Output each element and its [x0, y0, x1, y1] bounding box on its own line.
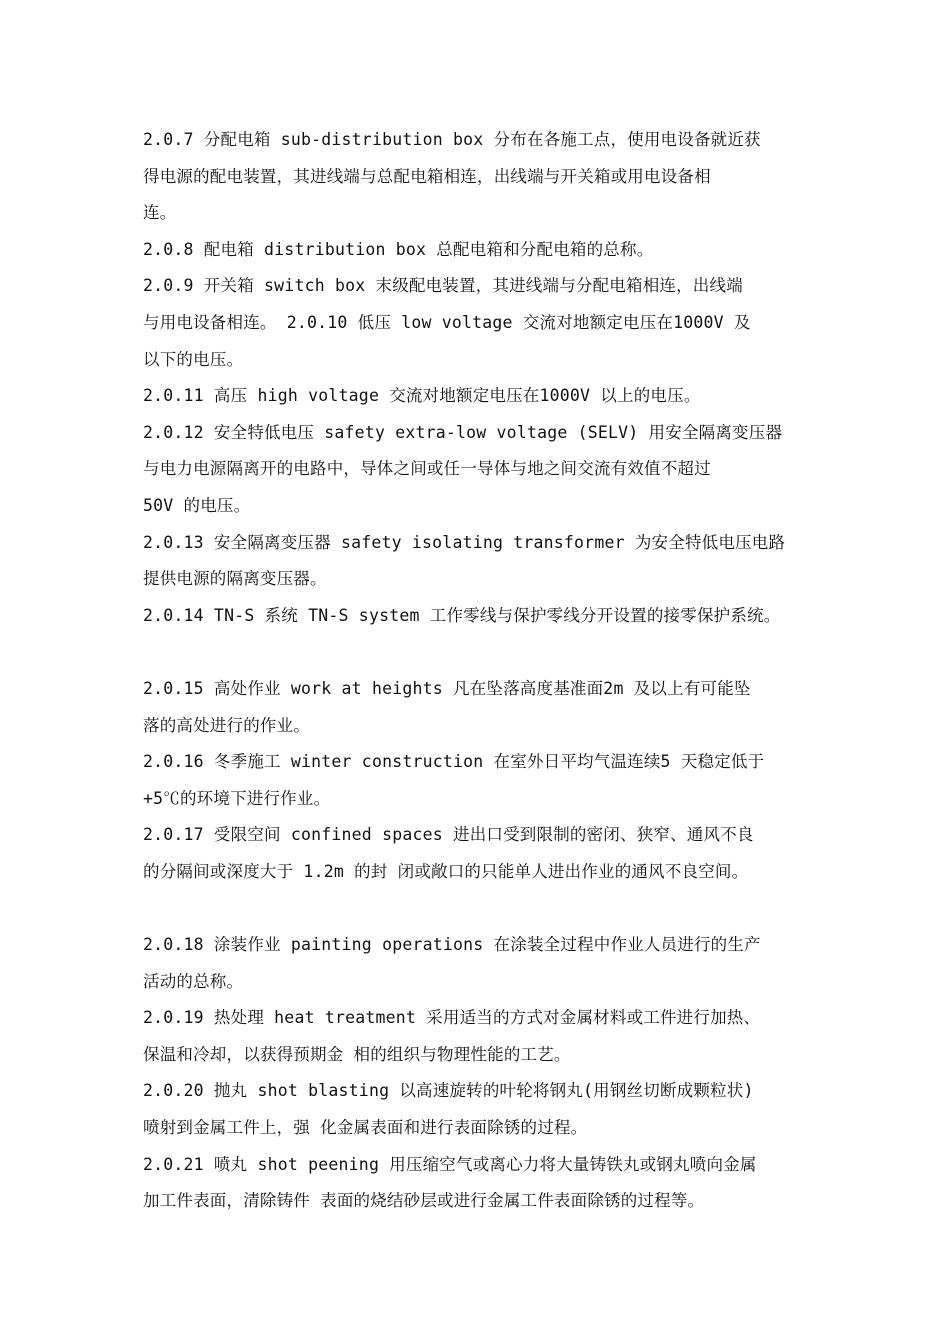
text-line: 的分隔间或深度大于 1.2m 的封 闭或敞口的只能单人进出作业的通风不良空间。: [143, 861, 749, 881]
document-body: [143, 122, 833, 1220]
text-line: 2.0.16 冬季施工 winter construction 在室外日平均气温连续5 天稳定低于: [143, 752, 765, 772]
text-line: 2.0.9 开关箱 switch box 末级配电装置，其进线端与分配电箱相连，出线端: [143, 276, 743, 296]
blank-line: [143, 634, 833, 671]
text-line: 得电源的配电装置，其进线端与总配电箱相连，出线端与开关箱或用电设备相: [143, 166, 711, 186]
text-line: 2.0.18 涂装作业 painting operations 在涂装全过程中作业人员进行的生产: [143, 935, 761, 955]
text-line: 连。: [143, 203, 177, 223]
text-line: 50V 的电压。: [143, 495, 251, 515]
text-line: 2.0.21 喷丸 shot peening 用压缩空气或离心力将大量铸铁丸或钢丸喷向金属: [143, 1154, 757, 1174]
text-line: 2.0.8 配电箱 distribution box 总配电箱和分配电箱的总称。: [143, 239, 654, 259]
text-line: 2.0.19 热处理 heat treatment 采用适当的方式对金属材料或工件进行加热、: [143, 1008, 761, 1028]
text-line: 落的高处进行的作业。: [143, 715, 310, 735]
text-line: 活动的总称。: [143, 971, 244, 991]
text-line: 2.0.13 安全隔离变压器 safety isolating transformer 为安全特低电压电路: [143, 532, 786, 552]
text-line: 喷射到金属工件上，强 化金属表面和进行表面除锈的过程。: [143, 1118, 588, 1138]
text-line: 2.0.20 抛丸 shot blasting 以高速旋转的叶轮将钢丸(用钢丝切断成颗粒状): [143, 1081, 754, 1101]
text-line: 保温和冷却，以获得预期金 相的组织与物理性能的工艺。: [143, 1044, 571, 1064]
text-line: 与电力电源隔离开的电路中，导体之间或任一导体与地之间交流有效值不超过: [143, 459, 711, 479]
text-line: 2.0.15 高处作业 work at heights 凡在坠落高度基准面2m 及以上有可能坠: [143, 678, 751, 698]
text-line: +5℃的环境下进行作业。: [143, 788, 331, 808]
text-line: 2.0.14 TN-S 系统 TN-S system 工作零线与保护零线分开设置的接零保护系统。: [143, 605, 781, 625]
text-line: 2.0.7 分配电箱 sub-distribution box 分布在各施工点，使用电设备就近获: [143, 130, 761, 149]
text-line: 2.0.11 高压 high voltage 交流对地额定电压在1000V 以上的电压。: [143, 386, 701, 406]
text-line: 加工件表面，清除铸件 表面的烧结砂层或进行金属工件表面除锈的过程等。: [143, 1191, 705, 1211]
text-line: 提供电源的隔离变压器。: [143, 569, 327, 589]
blank-line: [143, 890, 833, 927]
text-line: 2.0.17 受限空间 confined spaces 进出口受到限制的密闭、狭窄、通风不良: [143, 825, 754, 845]
text-line: 2.0.12 安全特低电压 safety extra-low voltage (SELV) 用安全隔离变压器: [143, 422, 783, 442]
text-line: 与用电设备相连。 2.0.10 低压 low voltage 交流对地额定电压在1000V 及: [143, 312, 751, 332]
text-line: 以下的电压。: [143, 349, 244, 369]
